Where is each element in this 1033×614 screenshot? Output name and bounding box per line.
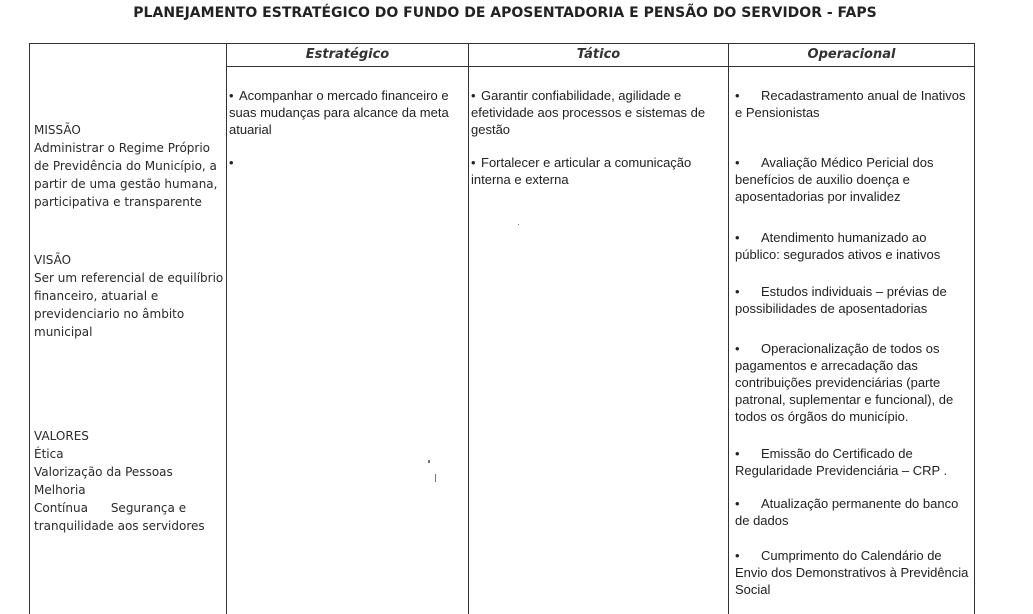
bullet-icon: • — [735, 446, 740, 461]
operacional-item: • Emissão do Certificado de Regularidade Previdenciária – CRP . — [735, 446, 948, 478]
bullet-icon: • — [735, 548, 740, 563]
bullet-icon: • — [735, 284, 740, 299]
valores-line: Ética — [34, 447, 64, 461]
valores-heading: VALORES — [34, 429, 89, 443]
column-divider — [226, 44, 227, 614]
valores-line: Valorização da Pessoas Melhoria — [34, 465, 173, 497]
header-operacional: Operacional — [807, 47, 896, 62]
missao-text: Administrar o Regime Próprio de Previdência do Município, a partir de uma gestão humana, participativa e transparente — [34, 141, 218, 209]
estrategico-item — [229, 154, 466, 171]
operacional-item: • Recadastramento anual de Inativos e Pensionistas — [735, 88, 966, 120]
missao-heading: MISSÃO — [34, 123, 81, 137]
operacional-item: • Atendimento humanizado ao público: segurados ativos e inativos — [735, 230, 941, 262]
header-estrategico: Estratégico — [305, 47, 390, 62]
operacional-item: • Avaliação Médico Pericial dos benefícios de auxilio doença e aposentadorias por invalidez — [735, 155, 934, 204]
visao-heading: VISÃO — [34, 253, 72, 267]
bullet-icon: • — [735, 496, 740, 511]
bullet-icon: • — [735, 155, 740, 170]
column-divider — [728, 44, 729, 614]
column-divider — [468, 44, 469, 614]
scan-speck — [428, 460, 430, 463]
header-tatico: Tático — [576, 47, 621, 62]
bullet-icon: • — [229, 155, 234, 170]
operacional-item: • Estudos individuais – prévias de possibilidades de aposentadorias — [735, 284, 947, 316]
missao-section — [34, 121, 226, 211]
bullet-icon: • — [735, 341, 740, 356]
visao-text: Ser um referencial de equilíbrio financeiro, atuarial e previdenciario no âmbito municipal — [34, 271, 224, 339]
valores-line: tranquilidade aos servidores — [34, 519, 205, 533]
operacional-item: • Atualização permanente do banco de dados — [735, 496, 959, 528]
estrategico-item: • Acompanhar o mercado financeiro e suas mudanças para alcance da meta atuarial — [229, 88, 449, 137]
header-divider — [226, 66, 974, 67]
valores-line: Contínua Segurança e — [34, 501, 187, 515]
operacional-item: • Cumprimento do Calendário de Envio dos Demonstrativos à Previdência Social — [735, 548, 969, 597]
bullet-icon: • — [229, 88, 234, 103]
scan-speck — [435, 474, 436, 482]
bullet-icon: • — [471, 88, 476, 103]
bullet-icon: • — [735, 230, 740, 245]
document-title: PLANEJAMENTO ESTRATÉGICO DO FUNDO DE APOSENTADORIA E PENSÃO DO SERVIDOR - FAPS — [133, 5, 877, 21]
operacional-item: • Operacionalização de todos os pagamentos e arrecadação das contribuições previdenciárias (parte patronal, suplementar e funcional), de todos os órgãos do município. — [735, 341, 954, 424]
bullet-icon: • — [735, 88, 740, 103]
visao-section — [34, 251, 226, 341]
bullet-icon: • — [471, 155, 476, 170]
tatico-item: • Fortalecer e articular a comunicação interna e externa — [471, 155, 692, 187]
scan-speck — [518, 224, 519, 225]
valores-section — [34, 427, 226, 535]
tatico-item: • Garantir confiabilidade, agilidade e efetividade aos processos e sistemas de gestão — [471, 88, 706, 137]
planning-table — [29, 43, 975, 614]
